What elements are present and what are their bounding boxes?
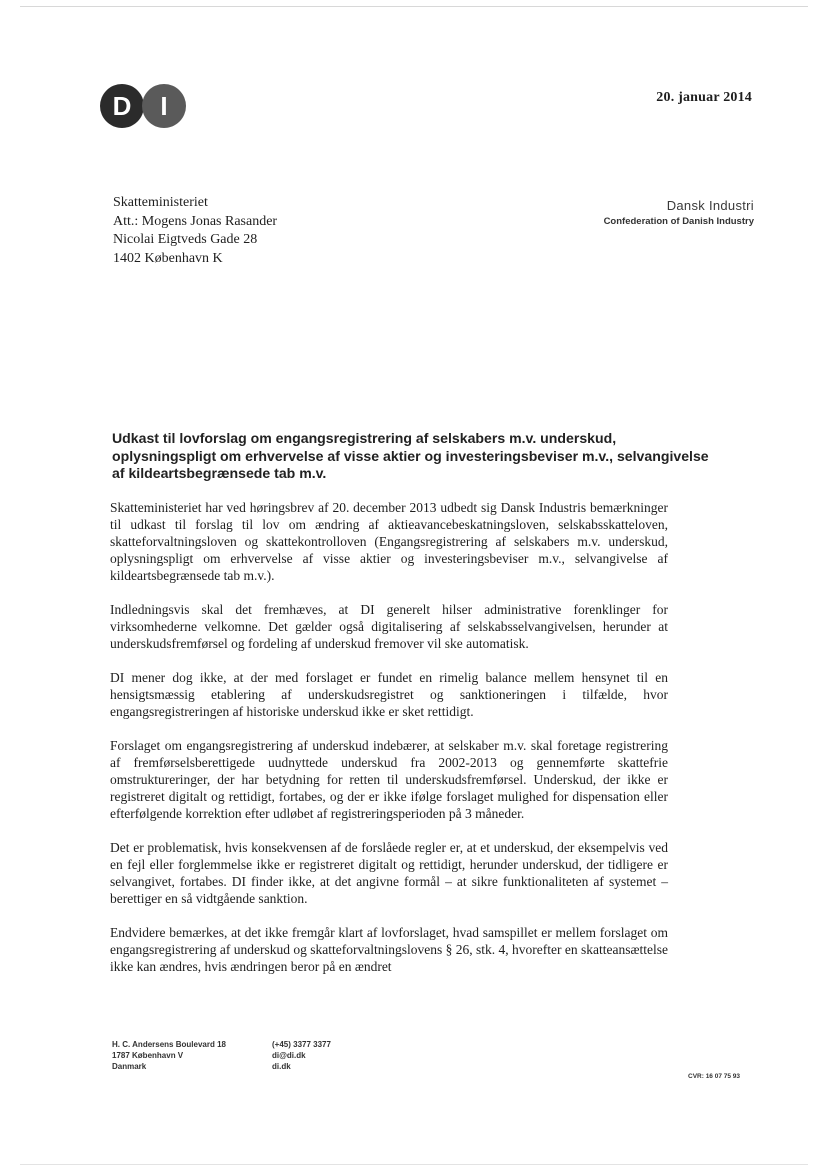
letter-subject: Udkast til lovforslag om engangsregistrering af selskabers m.v. underskud, oplysningspligt om erhvervelse af visse aktier og investeringsbeviser m.v., selvangivelse af kildeartsbegrænsede tab m.v. (112, 430, 709, 481)
recipient-line-4: 1402 København K (113, 250, 223, 266)
sender-name: Dansk Industri (666, 198, 754, 213)
body-paragraph-6: Endvidere bemærkes, at det ikke fremgår klart af lovforslaget, hvad samspillet er mellem forslaget om engangsregistrering af underskud og skatteforvaltningslovens § 26, stk. 4, hvorefter en skatteansættelse ikke kan ændres, hvis ændringen beror på en ændret (110, 925, 668, 974)
body-paragraph-2: Indledningsvis skal det fremhæves, at DI generelt hilser administrative forenklinger for virksomhederne velkomne. Det gælder også digitalisering af selskabsselvangivelsen, herunder at underskudsfremførsel og fordeling af underskud fremover vil ske automatisk. (110, 602, 668, 651)
body-paragraph-5: Det er problematisk, hvis konsekvensen af de forslåede regler er, at et underskud, der eksempelvis ved en fejl eller forglemmelse ikke er registreret digitalt og rettidigt, herunder underskud, der tidligere er selvangivet, fortabes. DI finder ikke, at det angivne formål – at sikre funktionaliteten af systemet – berettiger en så vidtgående sanktion. (110, 840, 668, 906)
footer-cvr: CVR: 16 07 75 93 (688, 1073, 741, 1080)
footer-email: di@di.dk (272, 1051, 306, 1060)
top-scan-edge (20, 6, 808, 7)
footer-contact (272, 1039, 331, 1072)
footer-address (112, 1039, 226, 1072)
body-paragraph-3: DI mener dog ikke, at der med forslaget er fundet en rimelig balance mellem hensynet til en hensigtsmæssig etablering af underskudsregistret og sanktioneringen i tilfælde, hvor engangsregistreringen af historiske underskud ikke er sket rettidigt. (110, 670, 668, 719)
logo-circle-d: D (100, 84, 144, 128)
body-paragraph-1: Skatteministeriet har ved høringsbrev af 20. december 2013 udbedt sig Dansk Industris bemærkninger til udkast til forslag til lov om ændring af aktieavancebeskatningsloven, selskabsskatteloven, skatteforvaltningsloven og skattekontrolloven (Engangsregistrering af selskabers m.v. underskud, oplysningspligt om erhvervelse af visse aktier og investeringsbeviser m.v., selvangivelse af kildeartsbegrænsede tab m.v.). (110, 500, 668, 583)
letter-date: 20. januar 2014 (656, 90, 752, 105)
recipient-address (113, 194, 277, 268)
logo-circle-i: I (142, 84, 186, 128)
footer-phone: (+45) 3377 3377 (272, 1040, 331, 1049)
bottom-scan-edge (20, 1164, 808, 1165)
recipient-line-1: Skatteministeriet (113, 195, 208, 210)
footer-address-line-3: Danmark (112, 1062, 147, 1071)
sender-block (604, 198, 754, 227)
footer-address-line-1: H. C. Andersens Boulevard 18 (112, 1040, 226, 1049)
di-logo (100, 84, 190, 128)
sender-subtitle: Confederation of Danish Industry (603, 216, 754, 227)
recipient-line-2: Att.: Mogens Jonas Rasander (113, 213, 278, 229)
body-paragraph-4: Forslaget om engangsregistrering af underskud indebærer, at selskaber m.v. skal foretage registrering af fremførselsberettigede uudnyttede underskud fra 2002-2013 og gennemførte skattefrie omstruktureringer, der har betydning for retten til underskudsfremførsel. Underskud, der ikke er registreret digitalt og rettidigt, fortabes, og der er ikke ifølge forslaget mulighed for dispensation eller efterfølgende korrektion efter udløbet af registreringsperioden på 3 måneder. (110, 738, 668, 821)
recipient-line-3: Nicolai Eigtveds Gade 28 (113, 232, 258, 247)
footer-address-line-2: 1787 København V (112, 1051, 184, 1060)
footer-web: di.dk (272, 1062, 291, 1071)
letter-body (110, 499, 668, 992)
